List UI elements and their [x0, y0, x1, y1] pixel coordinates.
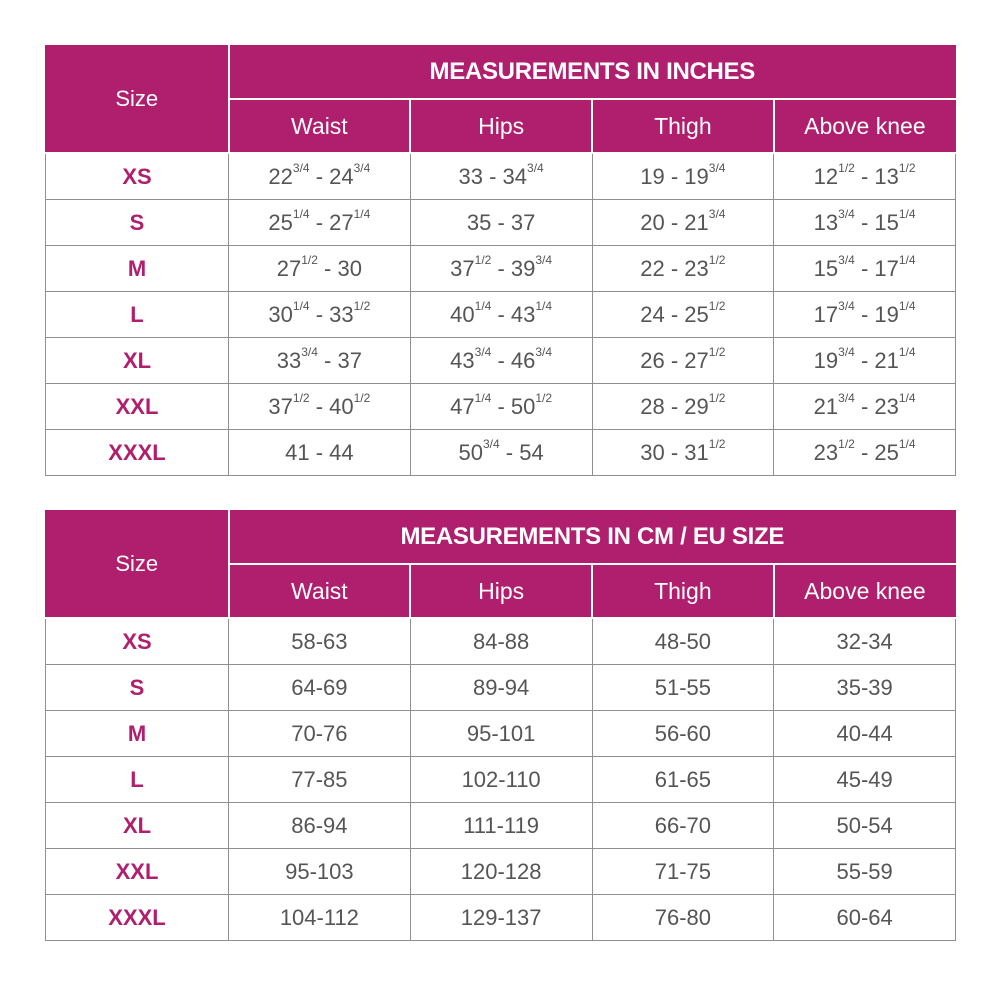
cell-above-knee: $13^{3/4} - 15^{1/4}$: [774, 200, 956, 246]
table-row: [46, 153, 956, 200]
cell-waist: 58-63: [229, 618, 411, 665]
cell-hips: 102-110: [410, 757, 592, 803]
cell-waist: $27^{1/2} - 30$: [229, 246, 411, 292]
cell-above-knee: 50-54: [774, 803, 956, 849]
size-label: XS: [46, 153, 229, 200]
size-label: XXXL: [46, 895, 229, 941]
table-row: [46, 430, 956, 476]
table-row: [46, 803, 956, 849]
size-label: M: [46, 711, 229, 757]
table-row: [46, 200, 956, 246]
table-row: [46, 757, 956, 803]
cell-hips: 111-119: [410, 803, 592, 849]
cell-above-knee: 55-59: [774, 849, 956, 895]
cell-thigh: 61-65: [592, 757, 774, 803]
cell-thigh: $20 - 21^{3/4}$: [592, 200, 774, 246]
cell-hips: $33 - 34^{3/4}$: [410, 153, 592, 200]
column-header-thigh: Thigh: [592, 99, 774, 153]
table-row: [46, 618, 956, 665]
cell-above-knee: 35-39: [774, 665, 956, 711]
table-row: [46, 246, 956, 292]
cell-above-knee: 32-34: [774, 618, 956, 665]
cell-waist: 70-76: [229, 711, 411, 757]
cell-above-knee: $23^{1/2} - 25^{1/4}$: [774, 430, 956, 476]
column-header-waist: Waist: [229, 564, 411, 618]
cell-thigh: 56-60: [592, 711, 774, 757]
column-header-thigh: Thigh: [592, 564, 774, 618]
cell-above-knee: $15^{3/4} - 17^{1/4}$: [774, 246, 956, 292]
size-label: XXL: [46, 849, 229, 895]
size-label: M: [46, 246, 229, 292]
size-label: XXL: [46, 384, 229, 430]
cell-thigh: 48-50: [592, 618, 774, 665]
cell-waist: $37^{1/2} - 40^{1/2}$: [229, 384, 411, 430]
table-row: [46, 665, 956, 711]
cell-above-knee: $21^{3/4} - 23^{1/4}$: [774, 384, 956, 430]
table-row: [46, 895, 956, 941]
cell-hips: 89-94: [410, 665, 592, 711]
size-label: XS: [46, 618, 229, 665]
column-header-waist: Waist: [229, 99, 411, 153]
cell-thigh: 76-80: [592, 895, 774, 941]
cell-waist: 95-103: [229, 849, 411, 895]
size-label: L: [46, 757, 229, 803]
cell-hips: $50^{3/4} - 54$: [410, 430, 592, 476]
cell-above-knee: $12^{1/2} - 13^{1/2}$: [774, 153, 956, 200]
table-group-title: MEASUREMENTS IN CM / EU SIZE: [229, 511, 956, 565]
table-row: [46, 384, 956, 430]
cell-thigh: $22 - 23^{1/2}$: [592, 246, 774, 292]
size-label: L: [46, 292, 229, 338]
cell-above-knee: $19^{3/4} - 21^{1/4}$: [774, 338, 956, 384]
cell-above-knee: $17^{3/4} - 19^{1/4}$: [774, 292, 956, 338]
cell-thigh: 51-55: [592, 665, 774, 711]
cell-hips: 84-88: [410, 618, 592, 665]
table-row: [46, 849, 956, 895]
cell-hips: 129-137: [410, 895, 592, 941]
cell-hips: 120-128: [410, 849, 592, 895]
cell-waist: 41 - 44: [229, 430, 411, 476]
cell-above-knee: 60-64: [774, 895, 956, 941]
table-group-title: MEASUREMENTS IN INCHES: [229, 46, 956, 100]
table-body: [46, 153, 956, 476]
cell-thigh: $28 - 29^{1/2}$: [592, 384, 774, 430]
cell-waist: 104-112: [229, 895, 411, 941]
cell-waist: 64-69: [229, 665, 411, 711]
cell-waist: $22^{3/4} - 24^{3/4}$: [229, 153, 411, 200]
size-header: Size: [46, 511, 229, 619]
size-label: XXXL: [46, 430, 229, 476]
cell-waist: 77-85: [229, 757, 411, 803]
cell-waist: $25^{1/4} - 27^{1/4}$: [229, 200, 411, 246]
cell-hips: $43^{3/4} - 46^{3/4}$: [410, 338, 592, 384]
size-label: S: [46, 200, 229, 246]
cell-above-knee: 40-44: [774, 711, 956, 757]
cell-above-knee: 45-49: [774, 757, 956, 803]
cell-hips: $40^{1/4} - 43^{1/4}$: [410, 292, 592, 338]
table-row: [46, 292, 956, 338]
inches-size-table: [45, 45, 956, 476]
cell-thigh: 66-70: [592, 803, 774, 849]
cell-waist: $30^{1/4} - 33^{1/2}$: [229, 292, 411, 338]
cell-waist: $33^{3/4} - 37$: [229, 338, 411, 384]
size-label: XL: [46, 338, 229, 384]
column-header-hips: Hips: [410, 99, 592, 153]
cell-hips: 95-101: [410, 711, 592, 757]
table-body: [46, 618, 956, 941]
cell-thigh: $19 - 19^{3/4}$: [592, 153, 774, 200]
cell-thigh: 71-75: [592, 849, 774, 895]
column-header-above-knee: Above knee: [774, 99, 956, 153]
size-header: Size: [46, 46, 229, 154]
table-row: [46, 338, 956, 384]
cm-size-table: [45, 510, 956, 941]
cell-thigh: $30 - 31^{1/2}$: [592, 430, 774, 476]
cell-hips: $37^{1/2} - 39^{3/4}$: [410, 246, 592, 292]
cell-hips: $47^{1/4} - 50^{1/2}$: [410, 384, 592, 430]
cell-hips: 35 - 37: [410, 200, 592, 246]
size-label: XL: [46, 803, 229, 849]
table-row: [46, 711, 956, 757]
cell-thigh: $26 - 27^{1/2}$: [592, 338, 774, 384]
cell-waist: 86-94: [229, 803, 411, 849]
size-label: S: [46, 665, 229, 711]
column-header-above-knee: Above knee: [774, 564, 956, 618]
cell-thigh: $24 - 25^{1/2}$: [592, 292, 774, 338]
column-header-hips: Hips: [410, 564, 592, 618]
